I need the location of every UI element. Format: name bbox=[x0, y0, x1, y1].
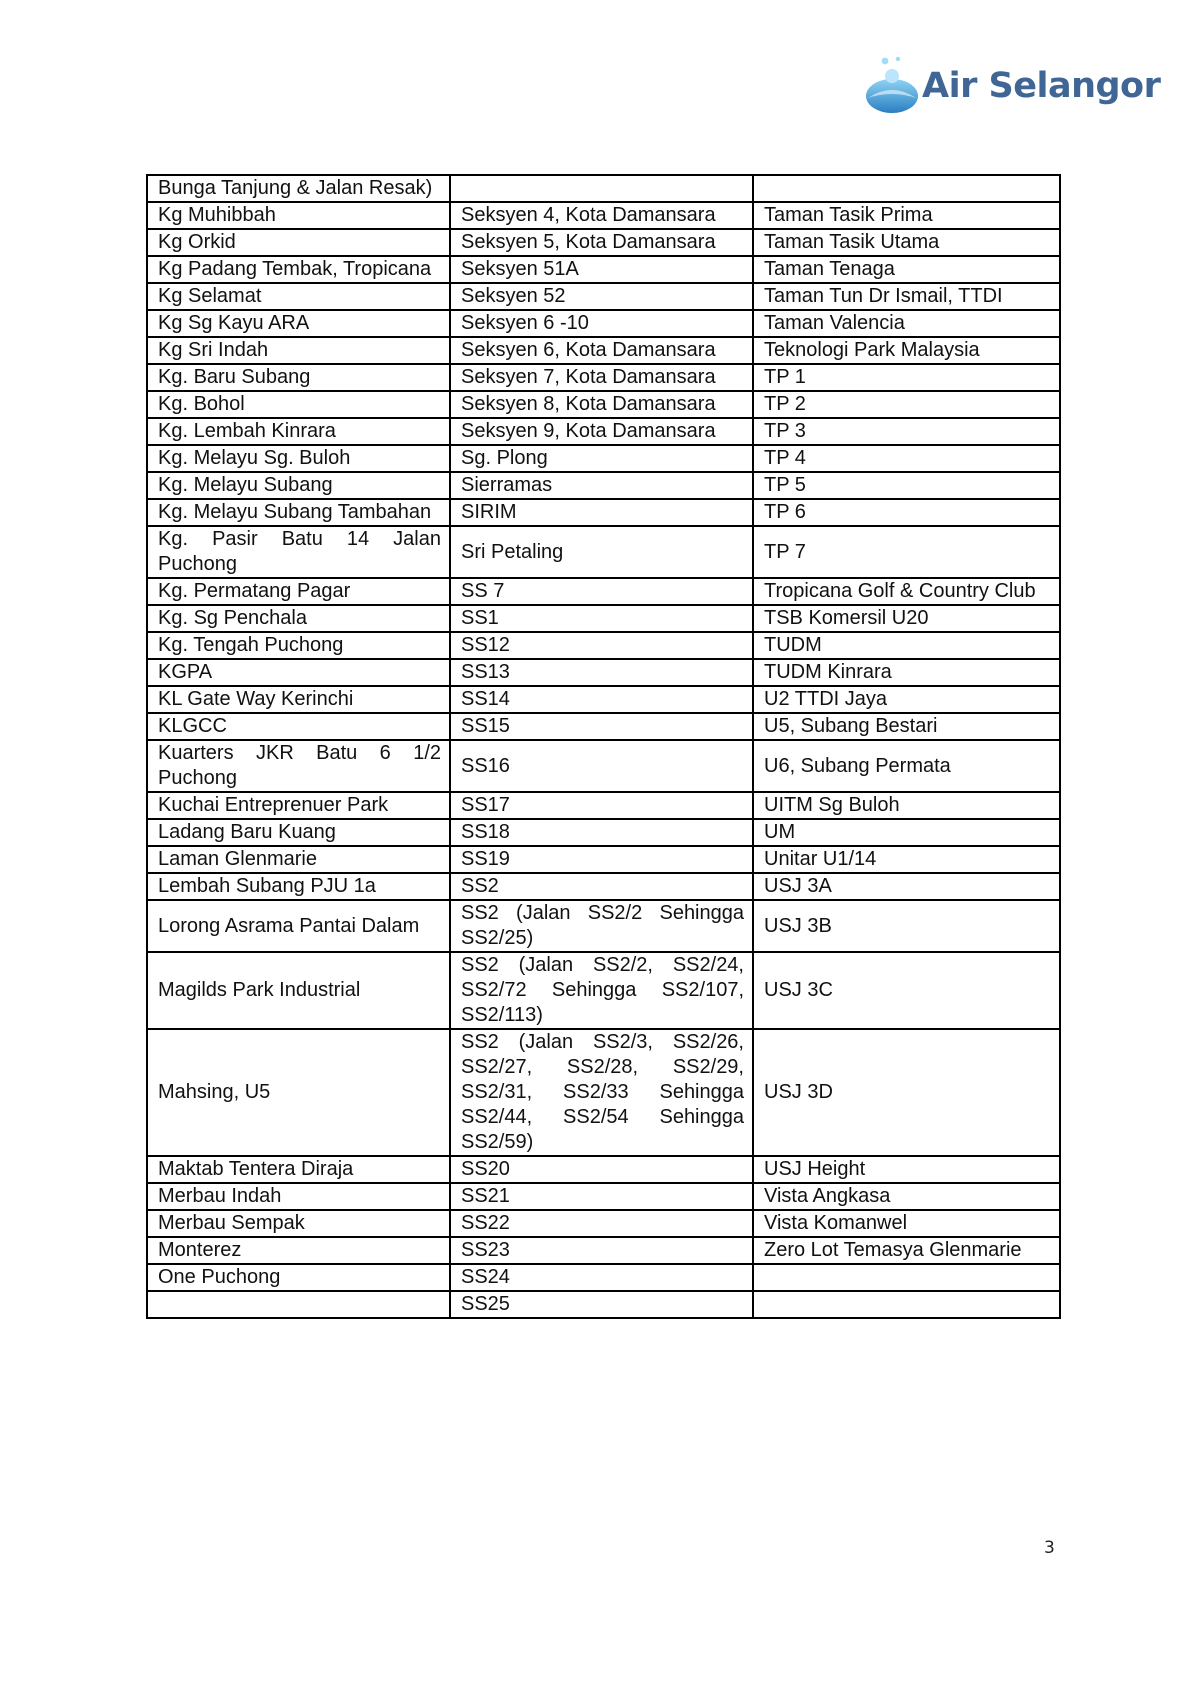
area-column-3-cell: TP 7 bbox=[753, 526, 1060, 578]
table-row bbox=[147, 686, 1060, 713]
area-column-3-cell: TP 1 bbox=[753, 364, 1060, 391]
area-column-3-cell: Zero Lot Temasya Glenmarie bbox=[753, 1237, 1060, 1264]
area-column-1-cell: Kg Muhibbah bbox=[147, 202, 450, 229]
area-column-1-cell: Laman Glenmarie bbox=[147, 846, 450, 873]
area-column-1-cell: Kg. Melayu Sg. Buloh bbox=[147, 445, 450, 472]
area-column-2-cell: SS1 bbox=[450, 605, 753, 632]
area-column-3-cell: UITM Sg Buloh bbox=[753, 792, 1060, 819]
table-row bbox=[147, 873, 1060, 900]
area-column-1-cell: Kg. Sg Penchala bbox=[147, 605, 450, 632]
water-drops-icon bbox=[858, 52, 928, 122]
area-column-1-cell: Kg. Tengah Puchong bbox=[147, 632, 450, 659]
area-column-1-cell: Ladang Baru Kuang bbox=[147, 819, 450, 846]
table-row bbox=[147, 418, 1060, 445]
area-column-1-cell: Kg Selamat bbox=[147, 283, 450, 310]
area-column-3-cell: Taman Valencia bbox=[753, 310, 1060, 337]
table-row bbox=[147, 1264, 1060, 1291]
table-row bbox=[147, 499, 1060, 526]
table-row bbox=[147, 526, 1060, 578]
area-column-1-cell: KLGCC bbox=[147, 713, 450, 740]
area-column-3-cell: U5, Subang Bestari bbox=[753, 713, 1060, 740]
area-column-3-cell: U2 TTDI Jaya bbox=[753, 686, 1060, 713]
area-column-3-cell: TP 5 bbox=[753, 472, 1060, 499]
area-column-2-cell: SS18 bbox=[450, 819, 753, 846]
area-column-1-cell: One Puchong bbox=[147, 1264, 450, 1291]
area-column-2-cell: SS2 (Jalan SS2/2 Sehingga SS2/25) bbox=[450, 900, 753, 952]
table-row bbox=[147, 202, 1060, 229]
area-column-2-cell: Seksyen 9, Kota Damansara bbox=[450, 418, 753, 445]
area-column-2-cell: Seksyen 51A bbox=[450, 256, 753, 283]
area-column-1-cell: Mahsing, U5 bbox=[147, 1029, 450, 1156]
table-row bbox=[147, 310, 1060, 337]
area-column-3-cell: Tropicana Golf & Country Club bbox=[753, 578, 1060, 605]
table-row bbox=[147, 952, 1060, 1029]
area-column-3-cell: U6, Subang Permata bbox=[753, 740, 1060, 792]
area-column-1-cell: Kg Sg Kayu ARA bbox=[147, 310, 450, 337]
area-column-2-cell: SS16 bbox=[450, 740, 753, 792]
area-column-2-cell: Seksyen 4, Kota Damansara bbox=[450, 202, 753, 229]
area-column-1-cell: Kg Padang Tembak, Tropicana bbox=[147, 256, 450, 283]
area-column-2-cell: Seksyen 52 bbox=[450, 283, 753, 310]
air-selangor-logo bbox=[858, 52, 1161, 122]
area-column-1-cell: Kg. Melayu Subang bbox=[147, 472, 450, 499]
area-column-2-cell: SS25 bbox=[450, 1291, 753, 1318]
area-column-3-cell: Taman Tun Dr Ismail, TTDI bbox=[753, 283, 1060, 310]
area-column-1-cell: Magilds Park Industrial bbox=[147, 952, 450, 1029]
area-column-3-cell: USJ 3D bbox=[753, 1029, 1060, 1156]
area-column-2-cell: SS15 bbox=[450, 713, 753, 740]
area-column-3-cell: TP 6 bbox=[753, 499, 1060, 526]
table-row bbox=[147, 1029, 1060, 1156]
area-column-2-cell: SS2 bbox=[450, 873, 753, 900]
table-row bbox=[147, 605, 1060, 632]
table-row bbox=[147, 792, 1060, 819]
table-row bbox=[147, 364, 1060, 391]
area-column-2-cell: SS22 bbox=[450, 1210, 753, 1237]
area-column-1-cell: KL Gate Way Kerinchi bbox=[147, 686, 450, 713]
area-column-2-cell bbox=[450, 175, 753, 202]
area-column-3-cell: TP 4 bbox=[753, 445, 1060, 472]
area-column-3-cell: TSB Komersil U20 bbox=[753, 605, 1060, 632]
area-column-1-cell: Kg. Pasir Batu 14 Jalan Puchong bbox=[147, 526, 450, 578]
table-row bbox=[147, 337, 1060, 364]
area-column-2-cell: SS 7 bbox=[450, 578, 753, 605]
table-row bbox=[147, 846, 1060, 873]
area-column-3-cell: Teknologi Park Malaysia bbox=[753, 337, 1060, 364]
area-column-2-cell: SS13 bbox=[450, 659, 753, 686]
area-column-1-cell: Merbau Sempak bbox=[147, 1210, 450, 1237]
area-column-2-cell: Seksyen 6, Kota Damansara bbox=[450, 337, 753, 364]
area-column-3-cell: USJ Height bbox=[753, 1156, 1060, 1183]
area-column-2-cell: SS17 bbox=[450, 792, 753, 819]
area-column-2-cell: SS21 bbox=[450, 1183, 753, 1210]
area-column-2-cell: SS12 bbox=[450, 632, 753, 659]
area-column-3-cell: Taman Tasik Prima bbox=[753, 202, 1060, 229]
area-column-3-cell: Unitar U1/14 bbox=[753, 846, 1060, 873]
area-column-1-cell: Kg Orkid bbox=[147, 229, 450, 256]
area-column-1-cell: Kg. Bohol bbox=[147, 391, 450, 418]
area-column-1-cell bbox=[147, 1291, 450, 1318]
table-row bbox=[147, 445, 1060, 472]
table-row bbox=[147, 1237, 1060, 1264]
area-column-2-cell: SS19 bbox=[450, 846, 753, 873]
table-row bbox=[147, 659, 1060, 686]
area-column-1-cell: Kg. Lembah Kinrara bbox=[147, 418, 450, 445]
area-column-2-cell: Seksyen 6 -10 bbox=[450, 310, 753, 337]
area-column-1-cell: Kg. Melayu Subang Tambahan bbox=[147, 499, 450, 526]
area-column-3-cell: Taman Tenaga bbox=[753, 256, 1060, 283]
table-row bbox=[147, 283, 1060, 310]
area-column-1-cell: KGPA bbox=[147, 659, 450, 686]
area-column-3-cell: TUDM Kinrara bbox=[753, 659, 1060, 686]
area-column-2-cell: SS20 bbox=[450, 1156, 753, 1183]
table-row bbox=[147, 1210, 1060, 1237]
area-list-table bbox=[146, 174, 1061, 1319]
area-column-2-cell: SS14 bbox=[450, 686, 753, 713]
table-row bbox=[147, 1291, 1060, 1318]
area-column-2-cell: SS24 bbox=[450, 1264, 753, 1291]
area-column-1-cell: Lorong Asrama Pantai Dalam bbox=[147, 900, 450, 952]
area-column-3-cell: USJ 3C bbox=[753, 952, 1060, 1029]
area-column-2-cell: Seksyen 7, Kota Damansara bbox=[450, 364, 753, 391]
area-column-2-cell: Sri Petaling bbox=[450, 526, 753, 578]
table-row bbox=[147, 713, 1060, 740]
area-column-1-cell: Kg. Permatang Pagar bbox=[147, 578, 450, 605]
area-column-3-cell bbox=[753, 1264, 1060, 1291]
table-row bbox=[147, 1156, 1060, 1183]
area-column-1-cell: Maktab Tentera Diraja bbox=[147, 1156, 450, 1183]
area-column-1-cell: Lembah Subang PJU 1a bbox=[147, 873, 450, 900]
area-column-1-cell: Kuchai Entreprenuer Park bbox=[147, 792, 450, 819]
table-row bbox=[147, 900, 1060, 952]
area-column-2-cell: Sierramas bbox=[450, 472, 753, 499]
area-column-1-cell: Monterez bbox=[147, 1237, 450, 1264]
area-column-2-cell: Sg. Plong bbox=[450, 445, 753, 472]
area-column-3-cell: TP 3 bbox=[753, 418, 1060, 445]
area-column-2-cell: Seksyen 5, Kota Damansara bbox=[450, 229, 753, 256]
page-number: 3 bbox=[1044, 1538, 1055, 1558]
area-column-3-cell bbox=[753, 1291, 1060, 1318]
table-row bbox=[147, 819, 1060, 846]
area-column-3-cell bbox=[753, 175, 1060, 202]
area-column-2-cell: SS23 bbox=[450, 1237, 753, 1264]
area-column-1-cell: Merbau Indah bbox=[147, 1183, 450, 1210]
area-column-1-cell: Kg Sri Indah bbox=[147, 337, 450, 364]
table-row bbox=[147, 1183, 1060, 1210]
area-column-3-cell: TP 2 bbox=[753, 391, 1060, 418]
table-row bbox=[147, 632, 1060, 659]
table-body bbox=[147, 175, 1060, 1318]
area-column-3-cell: USJ 3B bbox=[753, 900, 1060, 952]
table-row bbox=[147, 578, 1060, 605]
table-row bbox=[147, 175, 1060, 202]
table-row bbox=[147, 740, 1060, 792]
area-column-2-cell: SS2 (Jalan SS2/3, SS2/26, SS2/27, SS2/28, SS2/29, SS2/31, SS2/33 Sehingga SS2/44, SS2/54 Sehingga SS2/59) bbox=[450, 1029, 753, 1156]
area-column-3-cell: UM bbox=[753, 819, 1060, 846]
area-column-3-cell: Vista Komanwel bbox=[753, 1210, 1060, 1237]
area-column-1-cell: Bunga Tanjung & Jalan Resak) bbox=[147, 175, 450, 202]
area-column-2-cell: SIRIM bbox=[450, 499, 753, 526]
area-column-1-cell: Kuarters JKR Batu 6 1/2 Puchong bbox=[147, 740, 450, 792]
table-row bbox=[147, 472, 1060, 499]
area-column-2-cell: SS2 (Jalan SS2/2, SS2/24, SS2/72 Sehingga SS2/107, SS2/113) bbox=[450, 952, 753, 1029]
area-column-1-cell: Kg. Baru Subang bbox=[147, 364, 450, 391]
table-row bbox=[147, 229, 1060, 256]
area-column-3-cell: Vista Angkasa bbox=[753, 1183, 1060, 1210]
area-column-2-cell: Seksyen 8, Kota Damansara bbox=[450, 391, 753, 418]
area-column-3-cell: USJ 3A bbox=[753, 873, 1060, 900]
table-row bbox=[147, 391, 1060, 418]
logo-text: Air Selangor bbox=[922, 66, 1161, 106]
table-row bbox=[147, 256, 1060, 283]
area-column-3-cell: TUDM bbox=[753, 632, 1060, 659]
area-column-3-cell: Taman Tasik Utama bbox=[753, 229, 1060, 256]
